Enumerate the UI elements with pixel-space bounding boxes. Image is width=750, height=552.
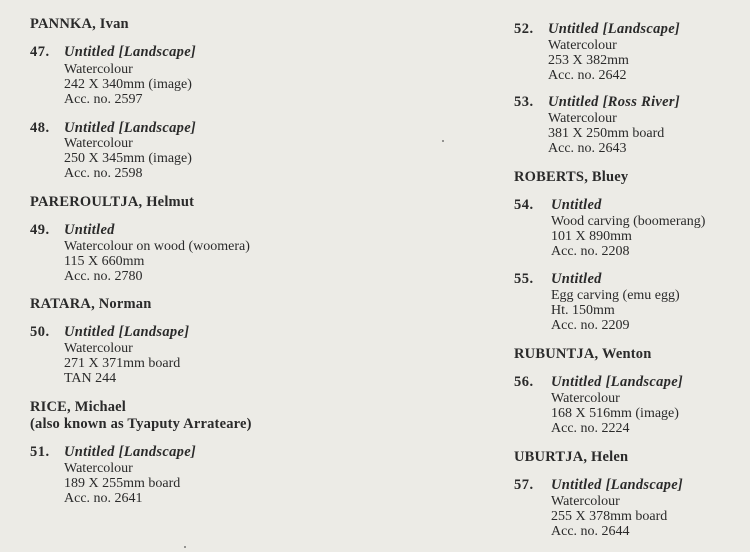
entry-medium: Watercolour [548, 111, 617, 126]
entry-reference: Acc. no. 2224 [551, 421, 630, 436]
artist-heading: RICE, Michael [30, 399, 127, 415]
entry-title: Untitled [Landscape] [64, 444, 197, 460]
entry-title: Untitled [Landscape] [64, 44, 197, 60]
entry-size: 168 X 516mm (image) [551, 406, 679, 421]
entry-medium: Watercolour [64, 136, 133, 151]
entry-reference: Acc. no. 2642 [548, 68, 627, 83]
entry-title: Untitled [Ross River] [548, 94, 680, 110]
entry-title: Untitled [Landsape] [64, 324, 190, 340]
entry-number: 53. [514, 94, 534, 110]
artist-heading: RUBUNTJA, Wenton [514, 346, 652, 362]
entry-medium: Watercolour [551, 494, 620, 509]
entry-reference: Acc. no. 2644 [551, 524, 630, 539]
entry-number: 51. [30, 444, 50, 460]
artist-heading: PANNKA, Ivan [30, 16, 129, 32]
entry-size: 101 X 890mm [551, 229, 632, 244]
artist-heading: RATARA, Norman [30, 296, 152, 312]
entry-title: Untitled [Landscape] [551, 477, 684, 493]
entry-number: 56. [514, 374, 534, 390]
entry-reference: Acc. no. 2597 [64, 92, 143, 107]
entry-reference: Acc. no. 2643 [548, 141, 627, 156]
entry-title: Untitled [551, 271, 602, 287]
entry-title: Untitled [Landscape] [551, 374, 684, 390]
entry-reference: Acc. no. 2209 [551, 318, 630, 333]
entry-title: Untitled [Landscape] [64, 120, 197, 136]
entry-reference: Acc. no. 2780 [64, 269, 143, 284]
entry-size: 271 X 371mm board [64, 356, 181, 371]
entry-size: 255 X 378mm board [551, 509, 668, 524]
artist-heading: UBURTJA, Helen [514, 449, 629, 465]
entry-reference: TAN 244 [64, 371, 117, 386]
entry-medium: Watercolour [64, 62, 133, 77]
paper-speck [184, 546, 186, 548]
paper-speck [442, 140, 444, 142]
entry-number: 52. [514, 21, 534, 37]
entry-number: 57. [514, 477, 534, 493]
entry-size: 253 X 382mm [548, 53, 629, 68]
entry-medium: Watercolour on wood (woomera) [64, 239, 250, 254]
entry-medium: Watercolour [64, 461, 133, 476]
entry-title: Untitled [551, 197, 602, 213]
entry-medium: Watercolour [64, 341, 133, 356]
entry-size: Ht. 150mm [551, 303, 615, 318]
entry-size: 381 X 250mm board [548, 126, 665, 141]
entry-size: 250 X 345mm (image) [64, 151, 192, 166]
entry-size: 242 X 340mm (image) [64, 77, 192, 92]
entry-medium: Egg carving (emu egg) [551, 288, 680, 303]
artist-alias: (also known as Tyaputy Arrateare) [30, 416, 252, 432]
artist-heading: ROBERTS, Bluey [514, 169, 629, 185]
entry-medium: Watercolour [551, 391, 620, 406]
entry-medium: Wood carving (boomerang) [551, 214, 706, 229]
entry-reference: Acc. no. 2208 [551, 244, 630, 259]
entry-medium: Watercolour [548, 38, 617, 53]
entry-reference: Acc. no. 2641 [64, 491, 143, 506]
entry-number: 48. [30, 120, 50, 136]
entry-number: 50. [30, 324, 50, 340]
entry-number: 49. [30, 222, 50, 238]
entry-size: 189 X 255mm board [64, 476, 181, 491]
entry-reference: Acc. no. 2598 [64, 166, 143, 181]
entry-number: 54. [514, 197, 534, 213]
entry-number: 47. [30, 44, 50, 60]
entry-title: Untitled [Landscape] [548, 21, 681, 37]
artist-heading: PAREROULTJA, Helmut [30, 194, 195, 210]
entry-number: 55. [514, 271, 534, 287]
entry-size: 115 X 660mm [64, 254, 145, 269]
entry-title: Untitled [64, 222, 115, 238]
